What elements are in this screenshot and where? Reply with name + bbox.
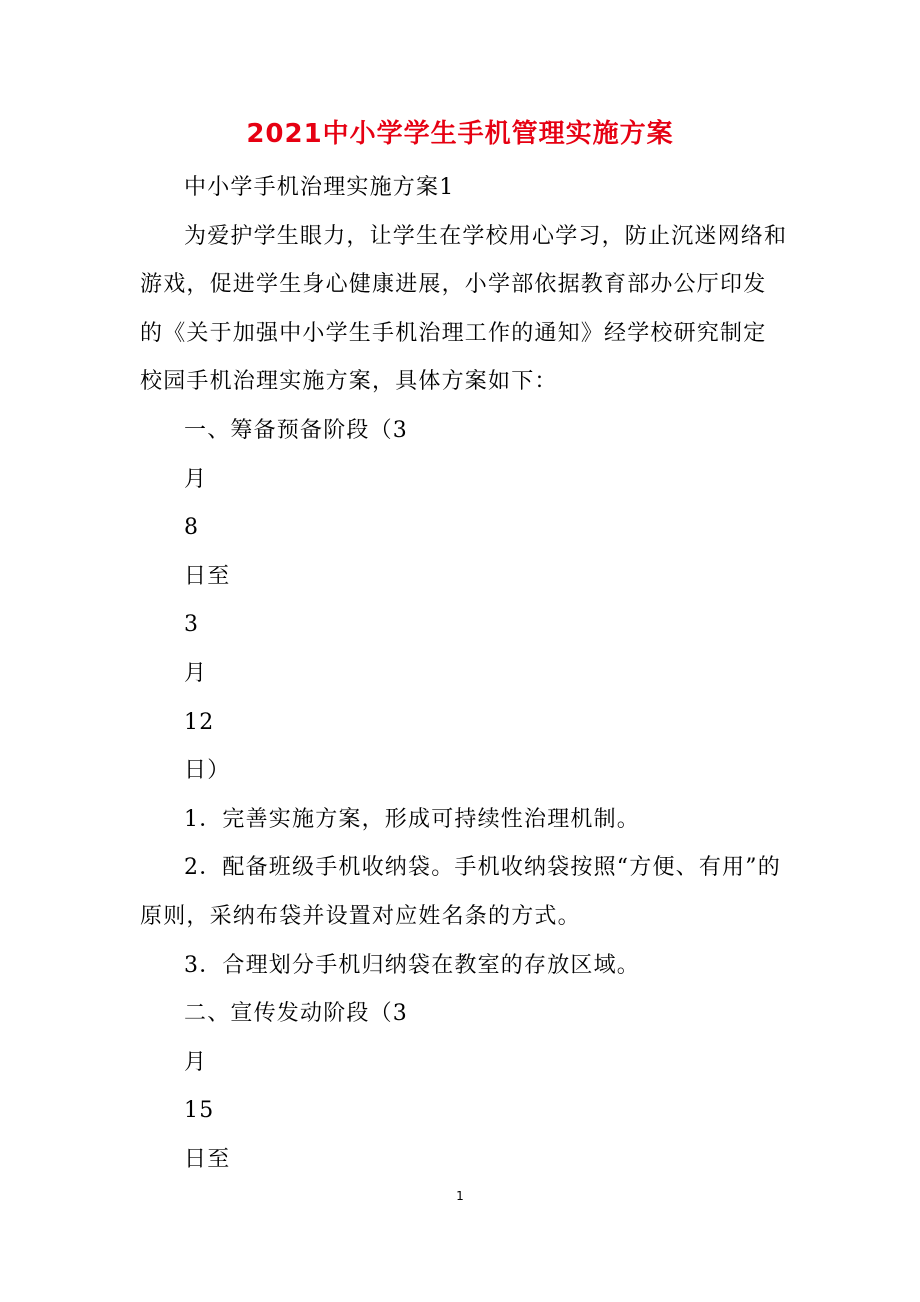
section-heading-1: 一、筹备预备阶段（3 — [184, 417, 408, 443]
list-item-1: 1．完善实施方案，形成可持续性治理机制。 — [184, 806, 640, 832]
intro-paragraph: 为爱护学生眼力，让学生在学校用心学习，防止沉迷网络和游戏，促进学生身心健康进展，小学部依据教育部办公厅印发的《关于加强中小学生手机治理工作的通知》经学校研究制定校园手机治理实施方案，具体方案如下： — [140, 223, 788, 395]
subtitle-paragraph: 中小学手机治理实施方案1 — [184, 175, 455, 200]
page-number: 1 — [456, 1189, 464, 1203]
document-title: 2021中小学学生手机管理实施方案 — [246, 119, 674, 149]
list-item-3: 3．合理划分手机归纳袋在教室的存放区域。 — [184, 952, 640, 978]
date-fragment: 日至 — [184, 1146, 231, 1172]
date-fragment: 8 — [184, 515, 200, 541]
date-fragment: 3 — [184, 612, 200, 638]
date-fragment: 15 — [184, 1098, 215, 1124]
document-body — [140, 164, 788, 1184]
date-fragment: 日） — [184, 758, 231, 784]
section-heading-2: 二、宣传发动阶段（3 — [184, 1001, 408, 1027]
date-fragment: 日至 — [184, 563, 231, 589]
date-fragment: 月 — [184, 660, 208, 686]
date-fragment: 12 — [184, 709, 215, 735]
date-fragment: 月 — [184, 1049, 208, 1075]
date-fragment: 月 — [184, 466, 208, 492]
list-item-2: 2．配备班级手机收纳袋。手机收纳袋按照“方便、有用”的原则，采纳布袋并设置对应姓名条的方式。 — [140, 855, 781, 929]
